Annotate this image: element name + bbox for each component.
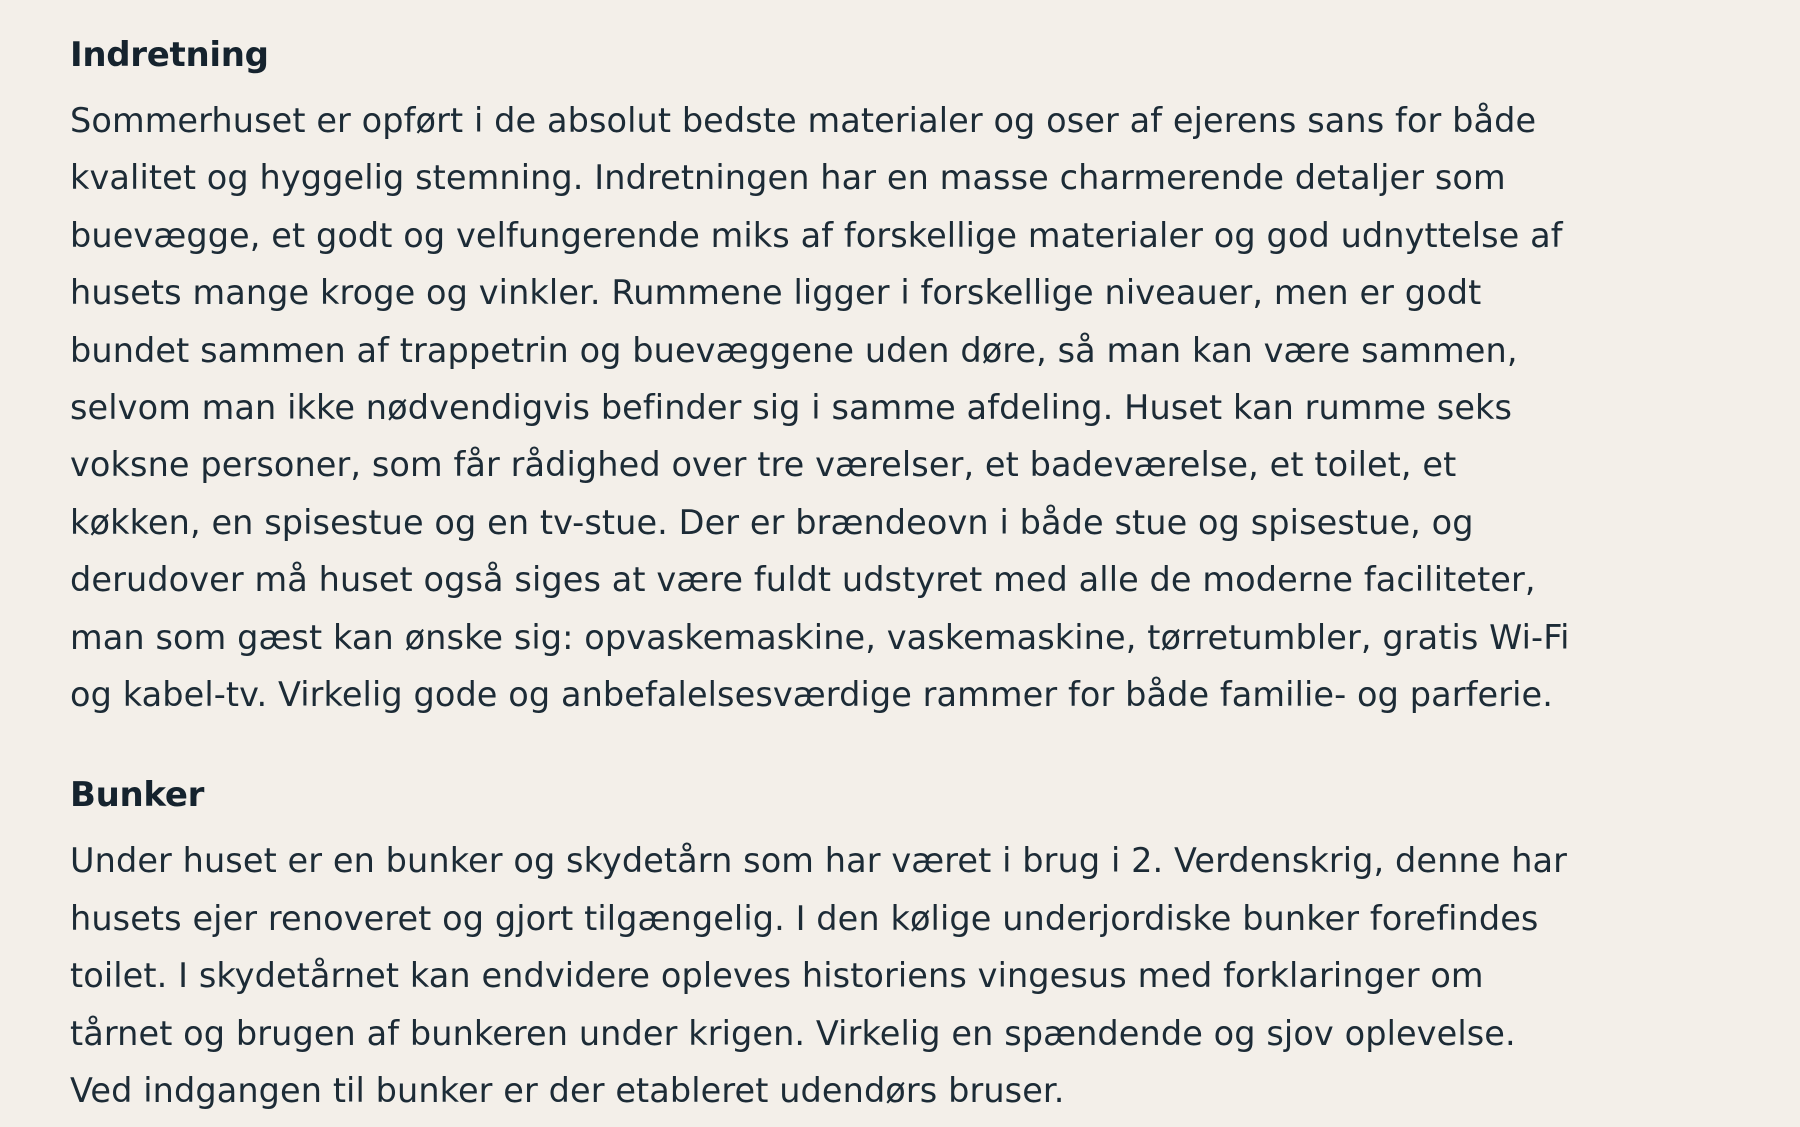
paragraph-line: bundet sammen af trappetrin og buevæggene uden døre, så man kan være sammen, [70,330,1518,370]
paragraph-line: og kabel-tv. Virkelig gode og anbefalelsesværdige rammer for både familie- og parferie. [70,675,1553,715]
paragraph-line: husets mange kroge og vinkler. Rummene ligger i forskellige niveauer, men er godt [70,273,1482,313]
paragraph-line: toilet. I skydetårnet kan endvidere opleves historiens vingesus med forklaringer om [70,956,1484,996]
paragraph-line: husets ejer renoveret og gjort tilgængelig. I den kølige underjordiske bunker forefindes [70,898,1539,938]
paragraph-line: Under huset er en bunker og skydetårn som har været i brug i 2. Verdenskrig, denne har [70,841,1568,881]
paragraph-line: Sommerhuset er opført i de absolut bedste materialer og oser af ejerens sans for både [70,101,1537,140]
paragraph-line: selvom man ikke nødvendigvis befinder sig i samme afdeling. Huset kan rumme seks [70,388,1513,428]
paragraph-line: voksne personer, som får rådighed over tre værelser, et badeværelse, et toilet, et [70,445,1457,485]
section-indretning [70,33,1760,723]
paragraph-line: kvalitet og hyggelig stemning. Indretningen har en masse charmerende detaljer som [70,158,1506,198]
paragraph-line: derudover må huset også siges at være fuldt udstyret med alle de moderne faciliteter, [70,560,1536,600]
paragraph-line: Ved indgangen til bunker er der etableret udendørs bruser. [70,1071,1065,1111]
section-bunker [70,773,1760,1119]
section-paragraph [70,92,1760,723]
paragraph-line: buevægge, et godt og velfungerende miks af forskellige materialer og god udnyttelse af [70,215,1563,255]
section-paragraph [70,832,1760,1119]
section-heading: Bunker [70,775,205,816]
paragraph-line: man som gæst kan ønske sig: opvaskemaskine, vaskemaskine, tørretumbler, gratis Wi-Fi [70,617,1570,657]
paragraph-line: tårnet og brugen af bunkeren under krigen. Virkelig en spændende og sjov oplevelse. [70,1013,1516,1053]
paragraph-line: køkken, en spisestue og en tv-stue. Der er brændeovn i både stue og spisestue, og [70,502,1474,542]
article-content [70,33,1760,1120]
section-heading: Indretning [70,35,269,75]
